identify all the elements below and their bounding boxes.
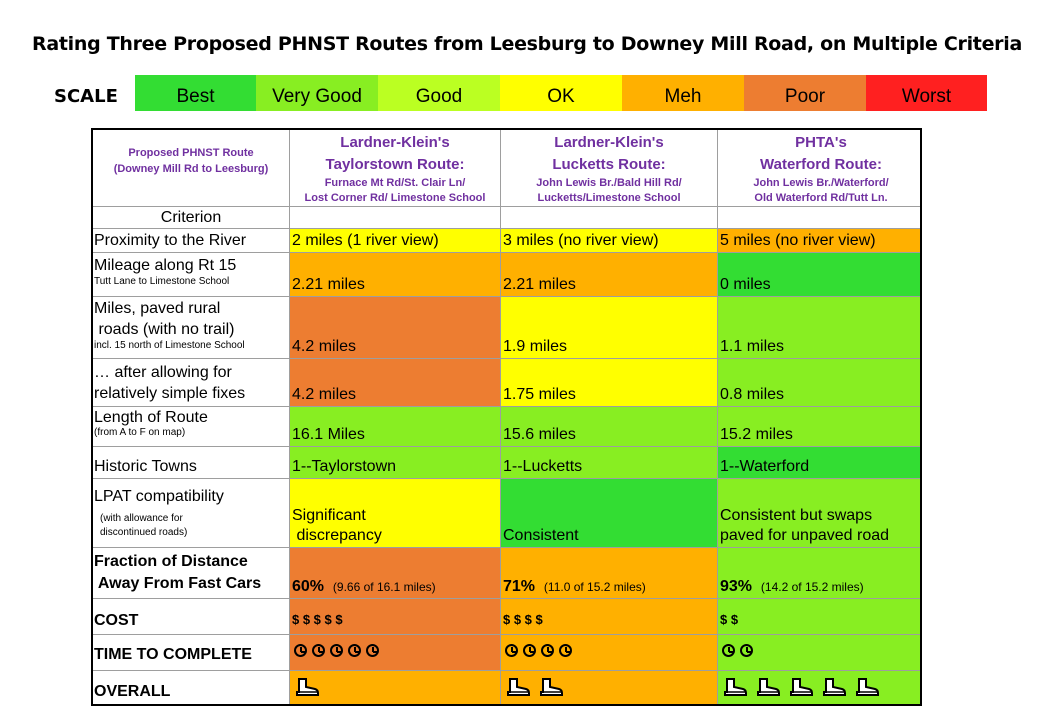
cell-cost-lucketts: $ $ $ $	[501, 599, 718, 635]
scale-worst: Worst	[866, 75, 987, 111]
cell-paved-taylorstown: 4.2 miles	[290, 297, 501, 359]
row-paved-roads-label: Miles, paved rural roads (with no trail) incl. 15 north of Limestone School	[93, 297, 290, 359]
scale-legend	[135, 75, 987, 111]
boot-icon	[855, 678, 879, 702]
scale-label: SCALE	[54, 86, 118, 107]
scale-poor: Poor	[744, 75, 866, 111]
cell-fixes-lucketts: 1.75 miles	[501, 359, 718, 407]
row-proximity-label: Proximity to the River	[93, 229, 290, 253]
cell-mileage-lucketts: 2.21 miles	[501, 253, 718, 297]
criterion-label: Criterion	[93, 207, 290, 229]
cell-overall-taylorstown	[290, 671, 501, 706]
criterion-blank	[290, 207, 501, 229]
clock-icon	[294, 644, 307, 657]
clock-icon	[722, 644, 735, 657]
cell-overall-waterford	[718, 671, 922, 706]
cell-proximity-lucketts: 3 miles (no river view)	[501, 229, 718, 253]
cell-length-waterford: 15.2 miles	[718, 407, 922, 447]
clock-icon	[505, 644, 518, 657]
row-overall-label: OVERALL	[93, 671, 290, 706]
clock-icon	[740, 644, 753, 657]
scale-ok: OK	[500, 75, 622, 111]
clock-icon	[559, 644, 572, 657]
cell-time-taylorstown	[290, 635, 501, 671]
cell-towns-taylorstown: 1--Taylorstown	[290, 447, 501, 479]
page-title: Rating Three Proposed PHNST Routes from Leesburg to Downey Mill Road, on Multiple Criteria	[32, 33, 1022, 55]
cell-paved-waterford: 1.1 miles	[718, 297, 922, 359]
cell-overall-lucketts	[501, 671, 718, 706]
header-route-label: Proposed PHNST Route (Downey Mill Rd to Leesburg)	[93, 130, 290, 207]
boot-icon	[723, 678, 747, 702]
boot-icon	[295, 678, 319, 702]
cell-length-lucketts: 15.6 miles	[501, 407, 718, 447]
scale-good: Good	[378, 75, 500, 111]
cell-towns-lucketts: 1--Lucketts	[501, 447, 718, 479]
clock-icon	[523, 644, 536, 657]
boot-icon	[756, 678, 780, 702]
cell-cost-waterford: $ $	[718, 599, 922, 635]
cell-lpat-lucketts: Consistent	[501, 479, 718, 548]
cell-paved-lucketts: 1.9 miles	[501, 297, 718, 359]
clock-icons	[722, 643, 758, 663]
boot-icons	[723, 678, 879, 702]
cell-time-lucketts	[501, 635, 718, 671]
scale-meh: Meh	[622, 75, 744, 111]
clock-icon	[312, 644, 325, 657]
row-time-label: TIME TO COMPLETE	[93, 635, 290, 671]
cell-fraction-taylorstown: 60% (9.66 of 16.1 miles)	[290, 548, 501, 599]
criterion-blank	[718, 207, 922, 229]
header-taylorstown: Lardner-Klein's Taylorstown Route: Furnace Mt Rd/St. Clair Ln/ Lost Corner Rd/ Limestone School	[290, 130, 501, 207]
cell-proximity-taylorstown: 2 miles (1 river view)	[290, 229, 501, 253]
boot-icon	[539, 678, 563, 702]
criterion-blank	[501, 207, 718, 229]
cell-cost-taylorstown: $ $ $ $ $	[290, 599, 501, 635]
boot-icon	[789, 678, 813, 702]
cell-mileage-taylorstown: 2.21 miles	[290, 253, 501, 297]
cell-towns-waterford: 1--Waterford	[718, 447, 922, 479]
row-lpat-label: LPAT compatibility (with allowance for discontinued roads)	[93, 479, 290, 548]
row-length-label: Length of Route (from A to F on map)	[93, 407, 290, 447]
row-mileage-rt15-label: Mileage along Rt 15 Tutt Lane to Limestone School	[93, 253, 290, 297]
cell-time-waterford	[718, 635, 922, 671]
scale-very-good: Very Good	[256, 75, 378, 111]
clock-icons	[294, 643, 384, 663]
cell-mileage-waterford: 0 miles	[718, 253, 922, 297]
cell-lpat-taylorstown: Significant discrepancy	[290, 479, 501, 548]
cell-fraction-waterford: 93% (14.2 of 15.2 miles)	[718, 548, 922, 599]
row-fraction-label: Fraction of Distance Away From Fast Cars	[93, 548, 290, 599]
scale-best: Best	[135, 75, 256, 111]
boot-icon	[822, 678, 846, 702]
boot-icons	[506, 678, 563, 702]
clock-icon	[541, 644, 554, 657]
cell-length-taylorstown: 16.1 Miles	[290, 407, 501, 447]
row-cost-label: COST	[93, 599, 290, 635]
cell-fixes-waterford: 0.8 miles	[718, 359, 922, 407]
cell-proximity-waterford: 5 miles (no river view)	[718, 229, 922, 253]
cell-fixes-taylorstown: 4.2 miles	[290, 359, 501, 407]
header-lucketts: Lardner-Klein's Lucketts Route: John Lewis Br./Bald Hill Rd/ Lucketts/Limestone School	[501, 130, 718, 207]
clock-icons	[505, 643, 577, 663]
clock-icon	[348, 644, 361, 657]
header-waterford: PHTA's Waterford Route: John Lewis Br./Waterford/ Old Waterford Rd/Tutt Ln.	[718, 130, 922, 207]
boot-icon	[506, 678, 530, 702]
row-simple-fixes-label: … after allowing for relatively simple fixes	[93, 359, 290, 407]
clock-icon	[330, 644, 343, 657]
cell-fraction-lucketts: 71% (11.0 of 15.2 miles)	[501, 548, 718, 599]
cell-lpat-waterford: Consistent but swaps paved for unpaved road	[718, 479, 922, 548]
clock-icon	[366, 644, 379, 657]
boot-icons	[295, 678, 319, 702]
row-historic-towns-label: Historic Towns	[93, 447, 290, 479]
rating-table	[91, 128, 922, 706]
